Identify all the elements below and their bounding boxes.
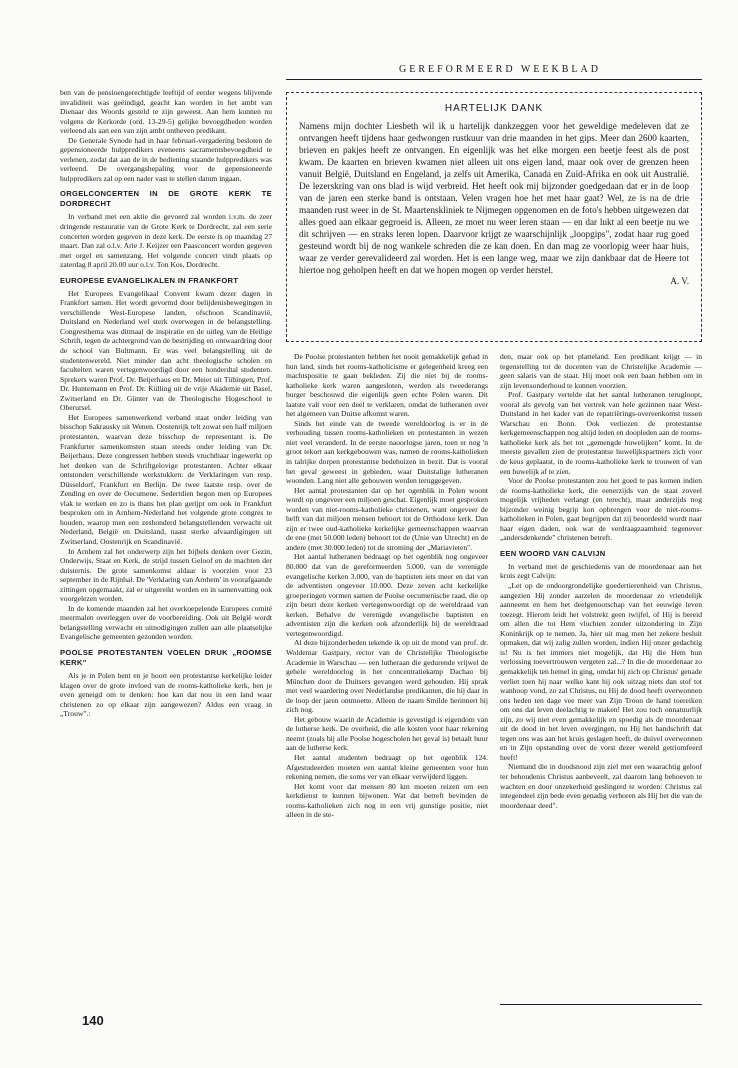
section-heading: ORGELCONCERTEN IN DE GROTE KERK TE DORDRECHT <box>60 189 272 209</box>
paragraph: Het komt voor dat mensen 80 km moeten reizen om een kerkdienst te kunnen bijwonen. Wat dat betreft bevinden de rooms-katholieken zich nog in een vrij gunstige positie, niet alleen in de ste- <box>286 781 488 820</box>
paragraph: Het Europees samenwerkend verband staat onder leiding van bisschop Sakrausky uit Wenen. Oostenrijk telt zowat een half miljoen protestanten, waarvan deze bisschop de representant is. De Frankfurter samenkomsten staan steeds onder leiding van Dr. Beijerhaus. Deze congressen hebben steeds vruchtbaar ingewerkt op het denken van de Schriftgelovige protestanten. Achter elkaar ontstonden verschillende werkstukken: de Verklaringen van resp. Düsseldorf, Frankfurt en Berlijn. De twee laatste resp. over de Zending en over de Oecumene. Sedertdien begon men op Europees vlak te werken en zo is thans het plan gerijpt om ook in Frankfurt besproken om in Arnhem-Nederland het volgende grote congres te houden, waarop men een zeshonderd belangstellenden verwacht uit Nederland, België en Duitsland, naast sterke afvaardigingen uit Zwitserland, Oostenrijk en Scandinavië. <box>60 412 272 546</box>
thank-you-notice <box>286 92 702 342</box>
column-right <box>500 352 702 1000</box>
masthead-title: GEREFORMEERD WEEKBLAD <box>399 64 601 75</box>
paragraph: ben van de pensioengerechtigde leeftijd of eerder wegens blijvende invaliditeit was geëindigd, geacht kan worden in het ambt van Dienaar des Woords gesteld te zijn geweest. Aan hem kunnen nu volgens de Kerkorde (ord. 13-29-5) gelijke bevoegdheden worden verleend als aan een van zijn ambt ontheven predikant. <box>60 88 272 136</box>
paragraph: Het gebouw waarin de Academie is gevestigd is eigendom van de lutherse kerk. De overheid, die alle kosten voor haar rekening neemt (zoals bij alle Poolse hogescholen het geval is) betaalt huur aan de lutherse kerk. <box>286 714 488 753</box>
paragraph: De Poolse protestanten hebben het nooit gemakkelijk gehad in hun land, sinds het rooms-katholicisme er gelegenheid kreeg een machtspositie te gaan bekleden. Zij die niet bij de rooms-katholieke kerk waren aangesloten, werden als tweederangs burger beschouwd die eigenlijk geen echte Polen waren. Dit laatste valt voor een deel te verklaren, omdat de lutheranen over het algemeen van Duitse afkomst waren. <box>286 352 488 419</box>
section-heading: EEN WOORD VAN CALVIJN <box>500 548 606 558</box>
paragraph: den, maar ook op het platteland. Een predikant krijgt — in tegenstelling tot de docenten van de Christelijke Academie — geen salaris van de staat. Hij moet ook een baan hebben om in zijn levensonderhoud te kunnen voorzien. <box>500 352 702 390</box>
masthead-rule <box>286 79 702 80</box>
page-number: 140 <box>82 1013 104 1028</box>
paragraph: In verband met de geschiedenis van de moordenaar aan het kruis zegt Calvijn: <box>500 561 702 581</box>
notice-signature: A. V. <box>670 276 689 286</box>
paragraph: In verband met een aktie die gevoerd zal worden i.v.m. de zeer dringende restauratie van de Grote Kerk te Dordrecht, zal een serie concerten worden gegeven in deze kerk. De eerste is op maandag 27 maart. Dan zal o.l.v. Arie J. Keijzer een Paasconcert worden gegeven met orgel en samenzang. Het volgende concert vindt plaats op zaterdag 8 april 20.00 uur o.l.v. Ton Kos, Dordrecht. <box>60 212 272 270</box>
paragraph: Het aantal protestanten dat op het ogenblik in Polen woont wordt op ongeveer een miljoen geschat. Eigenlijk moet gesproken worden van niet-rooms-katholieke christenen, want ongeveer de helft van dat miljoen mensen behoort tot de Orthodoxe kerk. Dan zijn er twee oud-katholieke kerkelijke gemeenschappen waarvan de ene (met 50.000 leden) behoort tot de (Unie van Utrecht) en de andere (met 30.000 leden) tot de stroming der „Mariavieten". <box>286 485 488 552</box>
paragraph: In de komende maanden zal het overkoepelende Europees comité meermalen overleggen over de voorbereiding. Ook uit België wordt belangstelling verwacht en uitnodigingen zullen aan alle plaatselijke Evangelische gemeenten gezonden worden. <box>60 603 272 642</box>
paragraph: Al deze bijzonderheden tekende ik op uit de mond van prof. dr. Woldemar Gastpary, rector van de Christelijke Theologische Academie in Warschau — een lutheraan die gedurende vrijwel de gehele wereldoorlog in het concentratiekamp Dachau bij München door de Duitsers gevangen werd gehouden. Hij sprak met veel waardering over Nederlandse predikanten, die hij daar in de loop der jaren ontmoette. Alleen de naam Smilde herinnert hij zich nog. <box>286 638 488 715</box>
paragraph: „Let op de ondoorgrondelijke goedertierenheid van Christus, aangezien Hij zonder aarzelen de moordenaar zo vriendelijk aanneemt en hem het deelgenootschap van het eeuwige leven toezegt. Hierom leidt het volstrekt geen twijfel, of Hij is bereid om allen die tot Hem vluchten zonder uitzondering in Zijn Koninkrijk op te nemen. Ja, hier uit mag men het zekere besluit opmaken, dat wij zalig zullen worden, indien Hij onzer gedachtig is! Nu is het immers niet mogelijk, dat Hij die Hem hun verlossing toevertrouwen vergeten zal...? In die de moordenaar zo gemakkelijk ten hemel in ging, omdat hij zich op Christus' genade verliet toen hij naar welke kant hij ook uitzag niets dan stof tot wanhoop vond, zo zal Christus, nu Hij de dood heeft overwonnen ons heden ten dage vee meer van Zijn Troon de hand toereiken om ons dat leven deelachtig te maken! Het zou toch onnatuurlijk zijn, zo wij niet even gemakkelijk en spoedig als de moordenaar uit de dood in het leven overgingen, nu Hij het handschrift dat tegen ons was aan het kruis geslagen heeft, de duivel overwonnen en in Zijn opstanding over de vorst dezer wereld getriomfeerd heeft! <box>500 581 702 762</box>
paragraph: Het Europees Evangelikaal Convent kwam dezer dagen in Frankfort samen. Het wordt gevormd door belijdenisbewegingen in verschillende West-Europese landen, ofschoon Scandinavië, Duitsland en Nederland wel sterk overwegen in de belangstelling. Congresthema was ditmaal de inspiratie en de uitleg van de Heilige Schrift, tegen de achtergrond van de bestrijding en ontwaardring door de school van Bultmann. Er was veel belangstelling uit de studentenwereld. Niet minder dan acht theologische scholen en faculteiten waren vertegenwoordigd door een honderdtal studenten. Sprekers waren Prof. Dr. Beijerhaus en Dr. Meier uit Tübingen, Prof. Dr. Huntemann en Prof. Dr. Külling uit de vrije Akademie uit Basel, Zwitserland en Dr. Günter van de Theologische Hogeschool te Oberursel. <box>60 288 272 413</box>
paragraph: De Generale Synode had in haar februari-vergadering besloten de gepensioneerde hulppredikers eveneens sacramentsbevoegdheid te verlenen, zodat dat aan de in de bediening staande hulppredikers was verleend. De overgangsbepaling voor de gepensioneerde hulppredikers zal op een nader vast te stellen datum ingaan. <box>60 135 272 183</box>
paragraph: Het aantal studenten bedraagt op het ogenblik 124. Afgestudeerden moeten een aantal kleine gemeenten voor hun rekening nemen, die soms ver van elkaar verwijderd liggen. <box>286 752 488 782</box>
paragraph: Prof. Gastpary vertelde dat het aantal lutheranen terugloopt, vooral als gevolg van het vertrek van hele gezinnen naar West-Duitsland in het kader van de repatriërings-overeenkomst tussen Warschau en Bonn. Ook verliezen de protestantse kerkgemeenschappen nog altijd leden en doopleden aan de rooms-katholieke kerk als het tot „gemengde huwelijken" komt. In de meeste gevallen zien de protestantse huwelijkspartners zich voor de keus geplaatst, in de rooms-katholieke kerk te trouwen of van een huwelijk af te zien. <box>500 390 702 476</box>
paragraph: Sinds het einde van de tweede wereldoorlog is er in de verhouding tussen rooms-katholieken en protestanten in wezen niet veel veranderd. In de eerste naoorlogse jaren, toen er nog 'n groot tekort aan kerkgebouwen was, namen de rooms-katholieken in talrijke dorpen protestantse bedehuizen in bezit. Dat is vooral het geval geweest in gebieden, waar Duitstalige lutheranen woonden. Lang niet alle gebouwen werden teruggegeven. <box>286 418 488 486</box>
paragraph: Het aantal lutheranen bedraagt op het ogenblik nog ongeveer 80.000 dat van de gereformeerden 5.000, van de verenigde evangelische kerken 3.000, van de baptisten iets meer en dat van de adventisten ongeveer 10.000. Deze zeven acht kerkelijke groeperingen vormen samen de Poolse oecumenische raad, die op zijn beurt deze kerken vertegenwoordigt op de wereldraad van kerken. Behalve de verenigde evangelische baptisten en adventisten zijn die kerken ook afzonderlijk bij de wereldraad vertegenwoordigd. <box>286 552 488 638</box>
paragraph: Als je in Polen bent en je hoort een protestantse kerkelijke leider klagen over de grote invloed van de rooms-katholieke kerk, ben je even geneigd om te denken: hoe kan dat nou in een land waar christenen zo op elkaar zijn aangewezen? Aldus een vraag in „Trouw".: <box>60 670 272 719</box>
paragraph: Voor de Poolse protestanten zou het goed te pas komen indien de rooms-katholieke kerk, die eenerzijds van de staat zoveel mogelijk vrijheden verlangt (en terecht), maar anderzijds nog bijzonder weinig begrip kon opbrengen voor de niet-rooms-katholieken in Polen, gaat begrijpen dat zij beoordeeld wordt naar haar eigen daden, ook wat de verdraagzaamheid tegenover „andersdenkende" christenen betreft. <box>500 476 702 543</box>
footer-rule <box>500 1004 702 1005</box>
paragraph: Niemand die in doodsnood zijn ziel met een waarachtig geloof ter behoudenis Christus aanbeveelt, zal daarom lang behoeven te wachten en door onzekerheid geslingerd te worden: Christus zal integendeel zijn bede even genadig verhoren als Hij het die van de moordenaar deed". <box>500 762 702 810</box>
notice-body: Namens mijn dochter Liesbeth wil ik u hartelijk dankzeggen voor het geweldige medeleven dat ze ontvangen heeft tijdens haar gedwongen rustkuur van drie maanden in het gips. Meer dan 2600 kaarten, brieven en pakjes heeft ze ontvangen. En eigenlijk was het elke morgen een beetje feest als de post kwam. De kaarten en brieven kwamen niet alleen uit ons eigen land, maar ook over de grenzen heen vanuit België, Duitsland en Engeland, ja zelfs uit Amerika, Canada en Zuid-Afrika en ook uit Australië. De lezerskring van ons blad is wijd verbreid. Het heeft ook mij bijzonder goedgedaan dat er in de loop van de jaren een sterke band is ontstaan. Velen vragen hoe het met haar gaat? Wel, ze is na de drie maanden rust weer in de St. Maartenskliniek te Nijmegen opgenomen en de foto's hebben uitgewezen dat alles goed aan elkaar gegroeid is. Alleen, ze moet nu weer leren staan — en dar lukt al een beetje nu we dit schrijven — en straks leren lopen. Daarvoor krijgt ze waarschijnlijk „loopgips", zodat haar rug goed gesteund wordt bij de nog wankele schreden die ze kan doen. En dan mag ze voorlopig weer haar huis, waar ze verder gerevalideerd zal worden. Het is een lange weg, maar we zijn dankbaar dat de Heere tot hiertoe nog geholpen heeft en dat we hopen mogen op verder herstel. <box>299 121 689 275</box>
section-heading: POOLSE PROTESTANTEN VOELEN DRUK „ROOMSE KERK" <box>60 647 272 667</box>
column-middle <box>286 352 488 1000</box>
section-heading: EUROPESE EVANGELIKALEN IN FRANKFORT <box>60 275 239 285</box>
column-left <box>60 88 272 1000</box>
paragraph: In Arnhem zal het onderwerp zijn het bijbels denken over Gezin, Onderwijs, Staat en Kerk, de strijd tussen Geloof en de machten der duisternis. De grote samenkomst aldaar is voorzien voor 23 september in de Rijnhal. De 'Verklaring van Arnhem' in voorafgaande zittingen opgemaakt, zal er uitgereikt worden en in samenvatting ook voorgelezen worden. <box>60 546 272 604</box>
notice-title: HARTELIJK DANK <box>444 103 544 114</box>
